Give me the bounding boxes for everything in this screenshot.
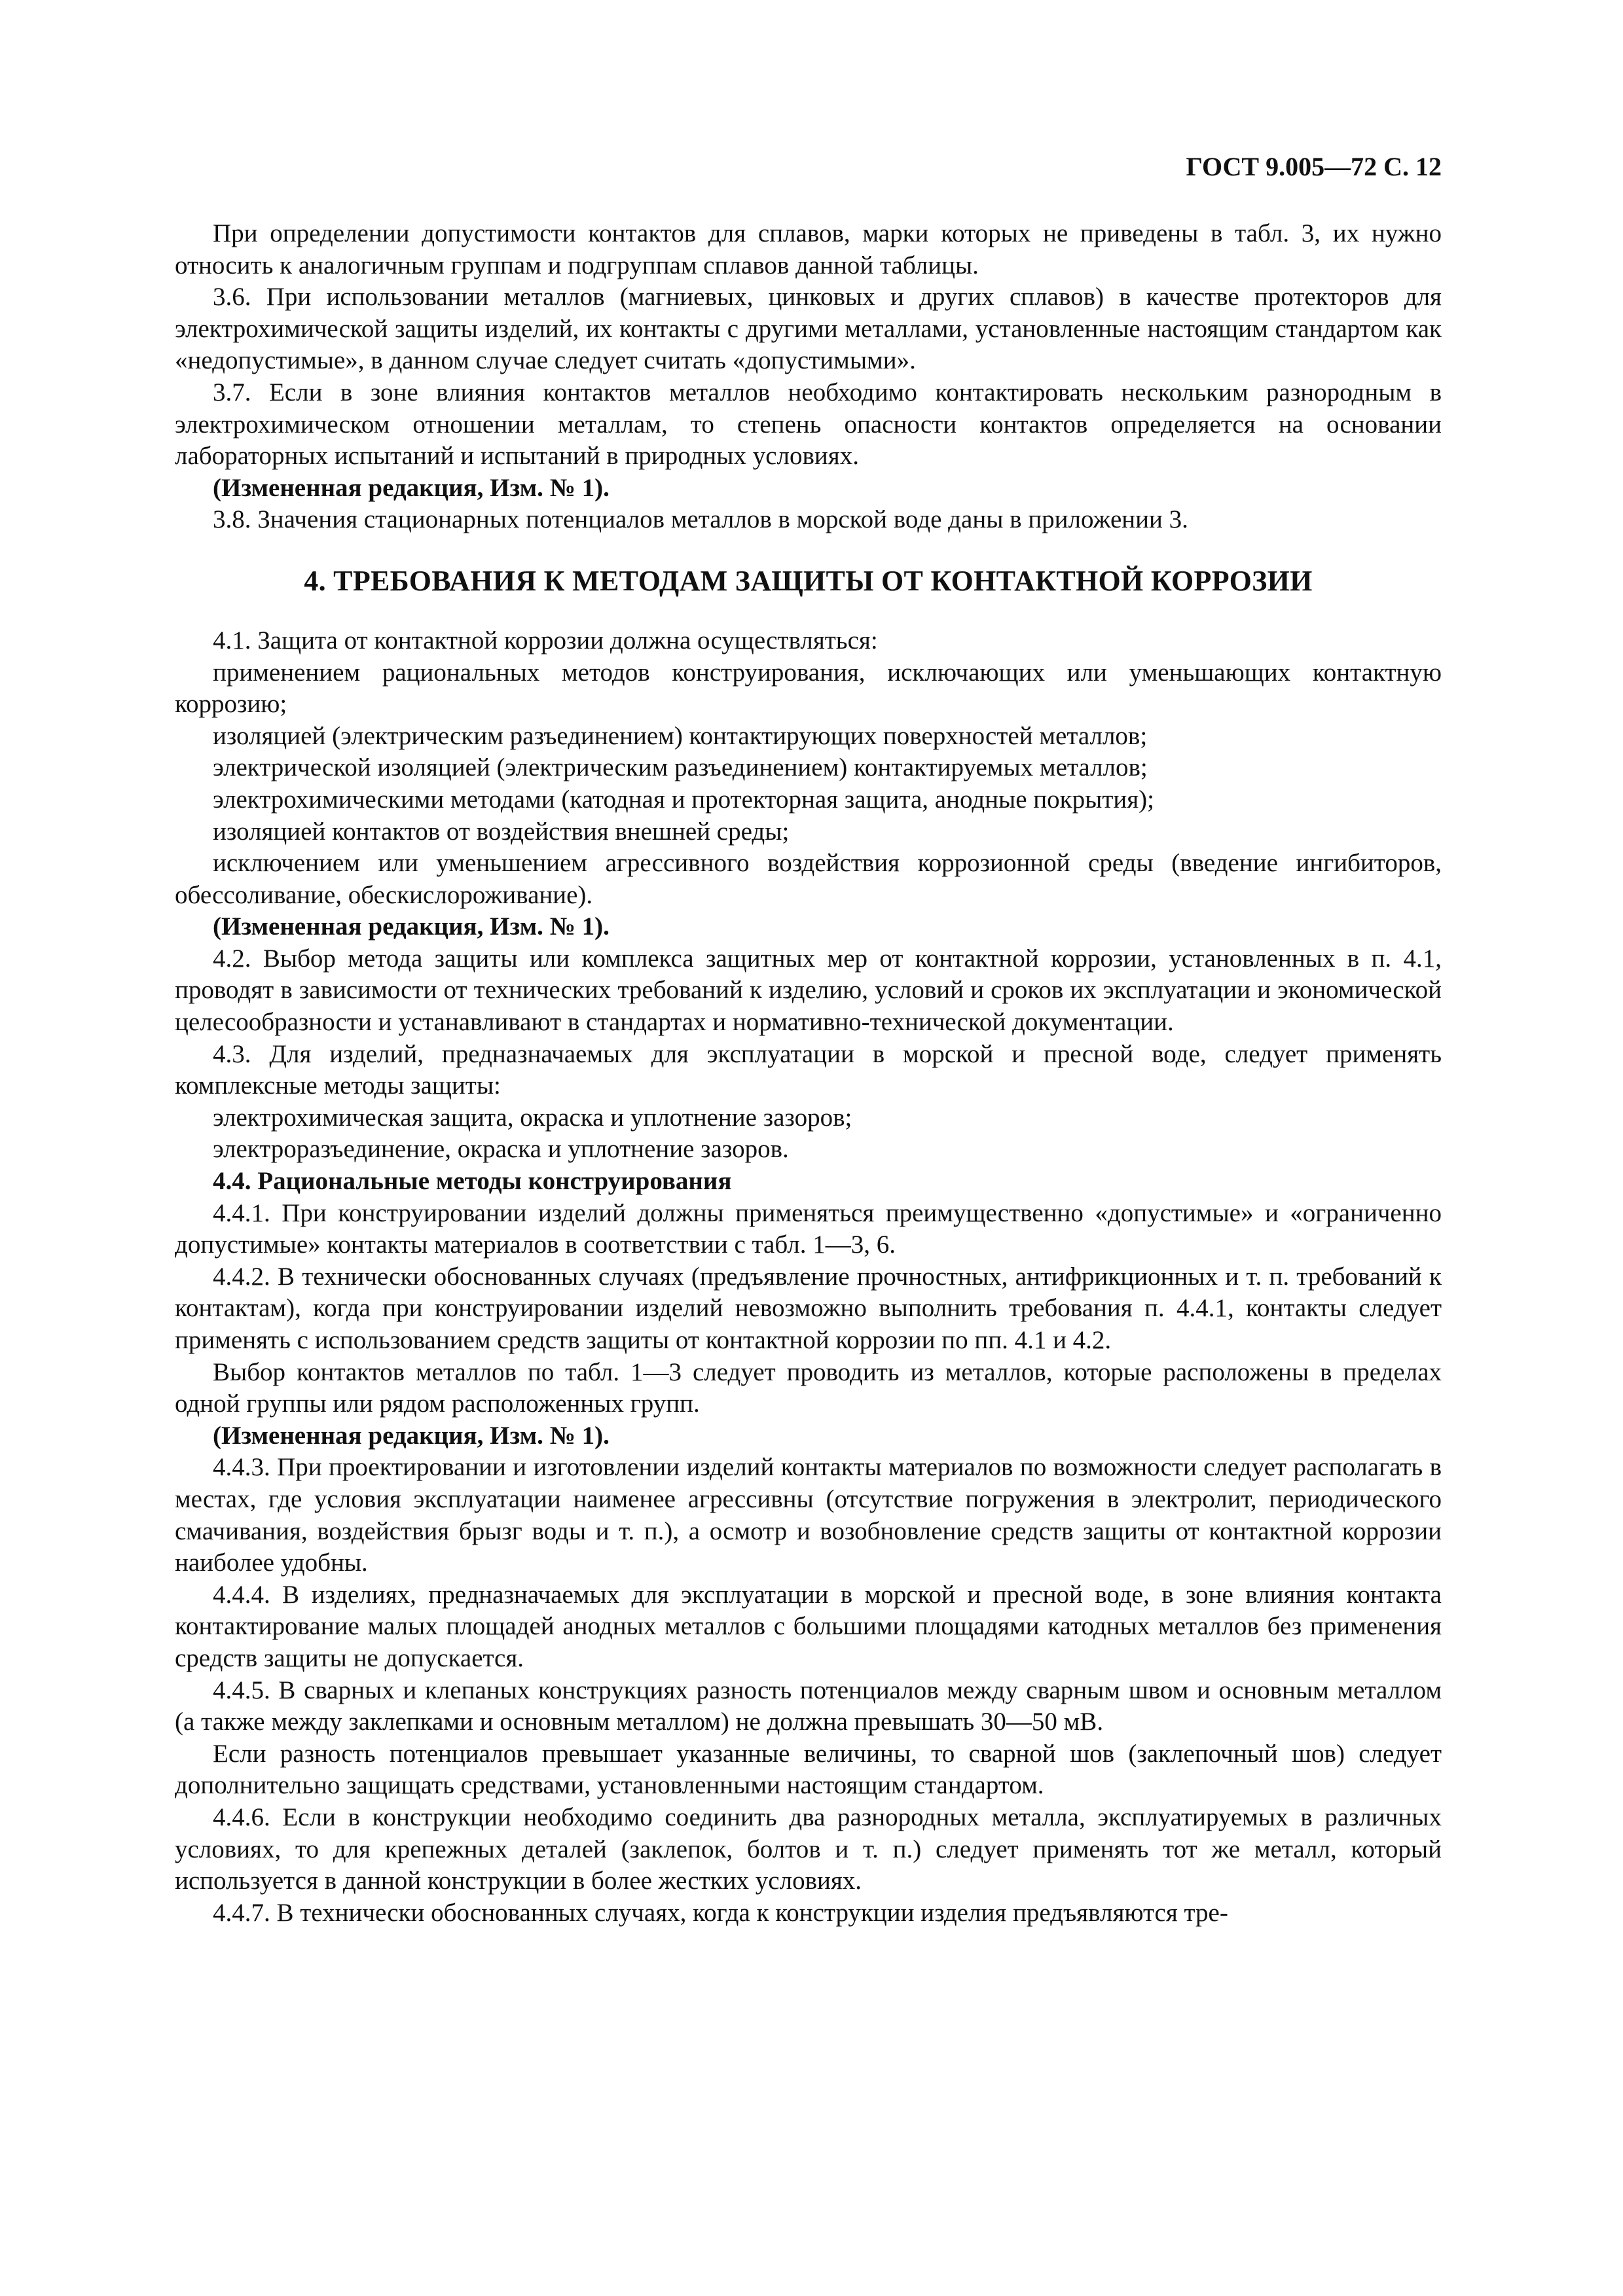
paragraph-4-4-6: 4.4.6. Если в конструкции необходимо соединить два разнородных металла, эксплуатируемых в различных условиях, то для крепежных деталей (заклепок, болтов и т. п.) следует применять тот же металл, который используется в данной конструкции в более жестких условиях. (175, 1803, 1442, 1895)
paragraph-3-8: 3.8. Значения стационарных потенциалов металлов в морской воде даны в приложении 3. (213, 505, 1188, 534)
running-header: ГОСТ 9.005—72 С. 12 (1186, 152, 1442, 181)
amendment-note: (Измененная редакция, Изм. № 1). (213, 473, 610, 502)
paragraph-4-4-7: 4.4.7. В технически обоснованных случаях, когда к конструкции изделия предъявляются тре- (213, 1898, 1228, 1927)
paragraph-4-2: 4.2. Выбор метода защиты или комплекса защитных мер от контактной коррозии, установленных в п. 4.1, проводят в зависимости от технических требований к изделию, условий и сроков их эксплуатации и экономической целесообразности и устанавливают в стандартах и нормативно-технической документации. (175, 944, 1442, 1037)
subsection-4-4-heading: 4.4. Рациональные методы конструирования (213, 1167, 732, 1196)
paragraph-3-6: 3.6. При использовании металлов (магниевых, цинковых и других сплавов) в качестве протекторов для электрохимической защиты изделий, их контакты с другими металлами, установленные настоящим стандартом как «недопустимые», в данном случае следует считать «допустимыми». (175, 283, 1442, 375)
document-page (175, 151, 1442, 1929)
paragraph-4-1: 4.1. Защита от контактной коррозии должна осуществляться: (213, 626, 878, 655)
paragraph-4-4-4: 4.4.4. В изделиях, предназначаемых для эксплуатации в морской и пресной воде, в зоне влияния контакта контактирование малых площадей анодных металлов с большими площадями катодных металлов без применения средств защиты не допускается. (175, 1580, 1442, 1672)
section-4-heading: 4. ТРЕБОВАНИЯ К МЕТОДАМ ЗАЩИТЫ ОТ КОНТАКТНОЙ КОРРОЗИИ (304, 564, 1313, 597)
list-item-environment-isolation: изоляцией контактов от воздействия внешней среды; (213, 817, 790, 846)
list-item-rational-design: применением рациональных методов конструирования, исключающих или уменьшающих контактную коррозию; (175, 658, 1442, 719)
list-item-electrochemical-methods: электрохимическими методами (катодная и протекторная защита, анодные покрытия); (213, 785, 1154, 814)
paragraph-3-7: 3.7. Если в зоне влияния контактов металлов необходимо контактировать нескольким разнородным в электрохимическом отношении металлам, то степень опасности контактов определяется на основании лабораторных испытаний и испытаний в природных условиях. (175, 378, 1442, 471)
list-item-reduce-aggressiveness: исключением или уменьшением агрессивного воздействия коррозионной среды (введение ингибиторов, обессоливание, обескислороживание). (175, 849, 1442, 909)
amendment-note: (Измененная редакция, Изм. № 1). (213, 912, 610, 941)
paragraph-4-3: 4.3. Для изделий, предназначаемых для эксплуатации в морской и пресной воде, следует применять комплексные методы защиты: (175, 1039, 1442, 1100)
paragraph-4-4-1: 4.4.1. При конструировании изделий должны применяться преимущественно «допустимые» и «ограниченно допустимые» контакты материалов в соответствии с табл. 1—3, 6. (175, 1198, 1442, 1259)
paragraph-4-4-3: 4.4.3. При проектировании и изготовлении изделий контакты материалов по возможности следует располагать в местах, где условия эксплуатации наименее агрессивны (отсутствие погружения в электролит, периодического смачивания, воздействия брызг воды и т. п.), а осмотр и возобновление средств защиты от контактной коррозии наиболее удобны. (175, 1453, 1442, 1577)
paragraph-contact-selection: Выбор контактов металлов по табл. 1—3 следует проводить из металлов, которые расположены в пределах одной группы или рядом расположенных групп. (175, 1357, 1442, 1418)
paragraph-4-4-5: 4.4.5. В сварных и клепаных конструкциях разность потенциалов между сварным швом и основным металлом (а также между заклепками и основным металлом) не должна превышать 30—50 мВ. (175, 1676, 1442, 1736)
list-item-electro-separation: электроразъединение, окраска и уплотнение зазоров. (213, 1135, 789, 1164)
paragraph-weld-protection: Если разность потенциалов превышает указанные величины, то сварной шов (заклепочный шов) следует дополнительно защищать средствами, установленными настоящим стандартом. (175, 1739, 1442, 1800)
list-item-electrochemical-protection: электрохимическая защита, окраска и уплотнение зазоров; (213, 1103, 852, 1132)
list-item-electrical-isolation: электрической изоляцией (электрическим разъединением) контактируемых металлов; (213, 753, 1148, 782)
list-item-surface-isolation: изоляцией (электрическим разъединением) контактирующих поверхностей металлов; (213, 721, 1148, 750)
amendment-note: (Измененная редакция, Изм. № 1). (213, 1421, 610, 1450)
paragraph-4-4-2: 4.4.2. В технически обоснованных случаях (предъявление прочностных, антифрикционных и т. п. требований к контактам), когда при конструировании изделий невозможно выполнить требования п. 4.4.1, контакты следует применять с использованием средств защиты от контактной коррозии по пп. 4.1 и 4.2. (175, 1262, 1442, 1354)
paragraph-alloy-contacts: При определении допустимости контактов для сплавов, марки которых не приведены в табл. 3, их нужно относить к аналогичным группам и подгруппам сплавов данной таблицы. (175, 219, 1442, 279)
